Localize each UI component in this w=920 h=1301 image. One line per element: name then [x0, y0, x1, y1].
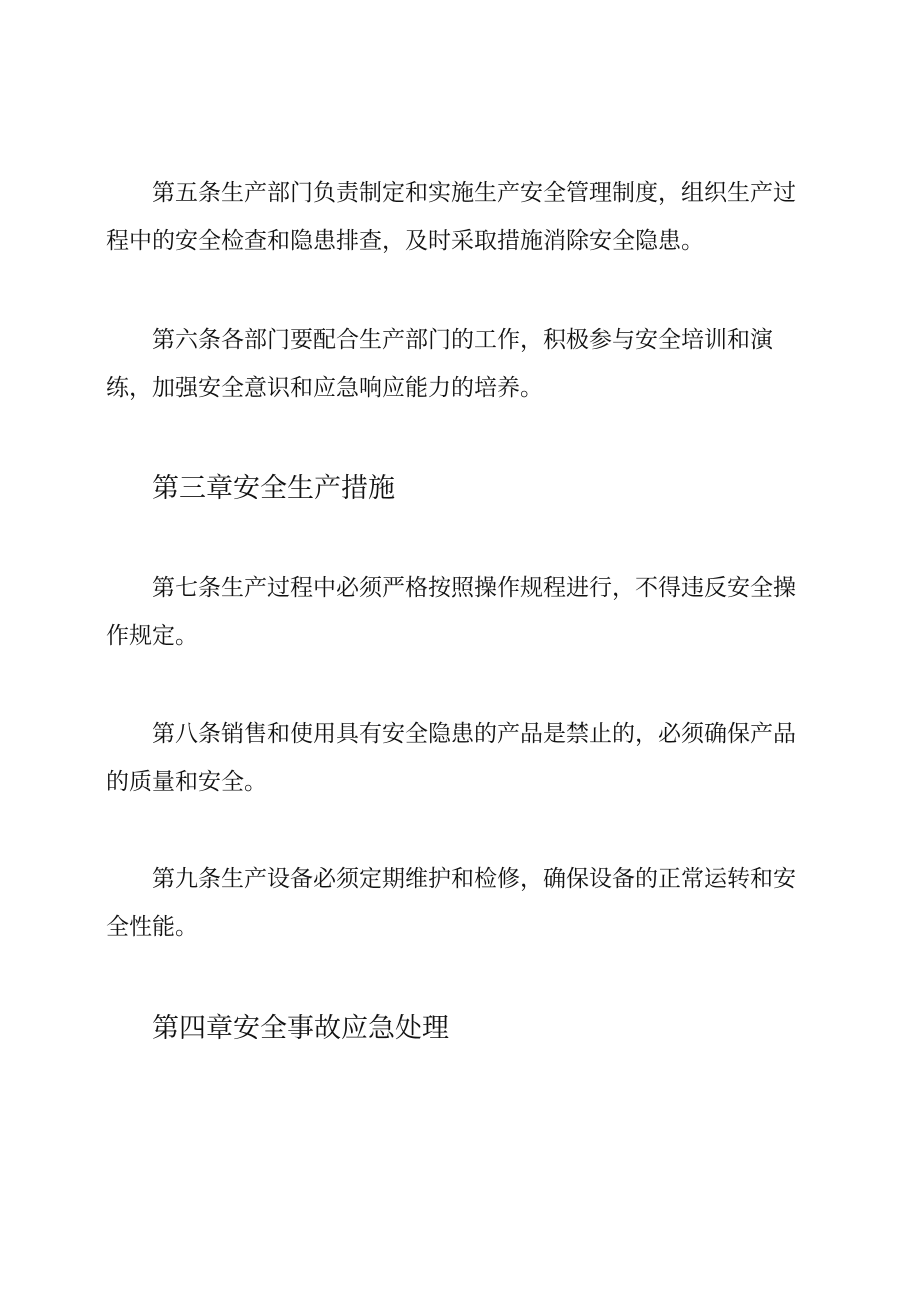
- article-8-paragraph: 第八条销售和使用具有安全隐患的产品是禁止的，必须确保产品的质量和安全。: [106, 721, 796, 795]
- article-5-paragraph: 第五条生产部门负责制定和实施生产安全管理制度，组织生产过程中的安全检查和隐患排查，及时采取措施消除安全隐患。: [106, 180, 796, 254]
- chapter-4-heading: 第四章安全事故应急处理: [152, 1013, 449, 1044]
- article-7-paragraph: 第七条生产过程中必须严格按照操作规程进行，不得违反安全操作规定。: [106, 575, 796, 649]
- article-9-paragraph: 第九条生产设备必须定期维护和检修，确保设备的正常运转和安全性能。: [106, 866, 796, 940]
- article-6-paragraph: 第六条各部门要配合生产部门的工作，积极参与安全培训和演练，加强安全意识和应急响应能力的培养。: [106, 327, 773, 401]
- chapter-3-heading: 第三章安全生产措施: [152, 473, 395, 504]
